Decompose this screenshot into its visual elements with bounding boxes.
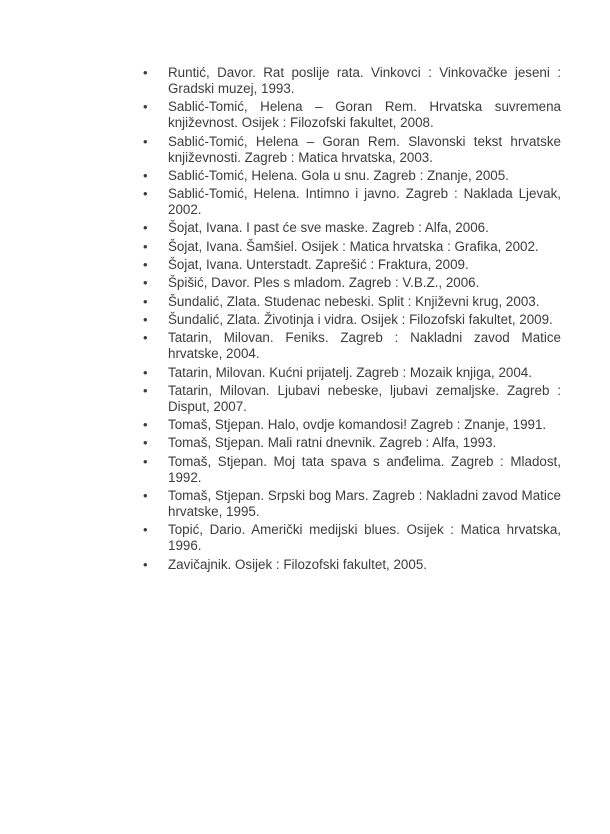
bullet-icon: • [143,556,148,572]
bibliography-entry-text: Runtić, Davor. Rat poslije rata. Vinkovci : Vinkovačke jeseni : Gradski muzej, 1993. [168,65,561,96]
bullet-icon: • [143,99,148,115]
bullet-icon: • [143,382,148,398]
bibliography-entry [143,454,561,486]
bibliography-entry [143,168,561,184]
bibliography-entry-text: Tatarin, Milovan. Ljubavi nebeske, ljubavi zemaljske. Zagreb : Disput, 2007. [168,382,561,414]
bibliography-entry [143,312,561,328]
bibliography-entry-text: Topić, Dario. Američki medijski blues. Osijek : Matica hrvatska, 1996. [168,522,561,554]
bullet-icon: • [143,330,148,346]
bibliography-entry [143,220,561,236]
bullet-icon: • [143,488,148,504]
bibliography-entry-text: Zavičajnik. Osijek : Filozofski fakultet, 2005. [168,556,427,572]
bibliography-entry [143,557,561,573]
bibliography-entry [143,365,561,381]
bullet-icon: • [143,311,148,327]
bibliography-entry [143,330,561,362]
bibliography-entry-text: Tatarin, Milovan. Kućni prijatelj. Zagreb : Mozaik knjiga, 2004. [168,364,532,380]
bullet-icon: • [143,453,148,469]
bibliography-entry-text: Sablić-Tomić, Helena. Gola u snu. Zagreb : Znanje, 2005. [168,167,509,183]
bibliography-entry-text: Šundalić, Zlata. Studenac nebeski. Split : Književni krug, 2003. [168,293,540,309]
bibliography-entry [143,257,561,273]
bibliography-entry [143,488,561,520]
bibliography-entry-text: Sablić-Tomić, Helena – Goran Rem. Slavonski tekst hrvatske književnosti. Zagreb : Matica hrvatska, 2003. [168,133,561,165]
bibliography-entry [143,134,561,166]
bibliography-entry [143,99,561,131]
bullet-icon: • [143,364,148,380]
bullet-icon: • [143,275,148,291]
bullet-icon: • [143,167,148,183]
bibliography-entry [143,275,561,291]
bibliography-entry [143,294,561,310]
bullet-icon: • [143,293,148,309]
bullet-icon: • [143,133,148,149]
bibliography-entry-text: Tomaš, Stjepan. Srpski bog Mars. Zagreb : Nakladni zavod Matice hrvatske, 1995. [168,488,561,520]
bibliography-entry [143,435,561,451]
bibliography-entry [143,522,561,554]
bibliography-entry-text: Šojat, Ivana. Šamšiel. Osijek : Matica hrvatska : Grafika, 2002. [168,238,539,254]
bullet-icon: • [143,522,148,538]
bibliography-entry [143,186,561,218]
bullet-icon: • [143,220,148,236]
bibliography-entry-text: Sablić-Tomić, Helena – Goran Rem. Hrvatska suvremena književnost. Osijek : Filozofski fakultet, 2008. [168,99,561,131]
bibliography-entry [143,417,561,433]
bibliography-entry-text: Tatarin, Milovan. Feniks. Zagreb : Nakladni zavod Matice hrvatske, 2004. [168,330,561,362]
bibliography-entry-text: Tomaš, Stjepan. Moj tata spava s anđelima. Zagreb : Mladost, 1992. [168,453,561,485]
bibliography-entry-text: Šojat, Ivana. I past će sve maske. Zagreb : Alfa, 2006. [168,220,489,236]
bullet-icon: • [143,257,148,273]
bibliography-entry-text: Tomaš, Stjepan. Halo, ovdje komandosi! Zagreb : Znanje, 1991. [168,417,547,433]
bibliography-entry [143,239,561,255]
bullet-icon: • [143,417,148,433]
bibliography-entry-text: Špišić, Davor. Ples s mladom. Zagreb : V.B.Z., 2006. [168,275,480,291]
bullet-icon: • [143,238,148,254]
bullet-icon: • [143,65,148,80]
bibliography-entry-text: Šundalić, Zlata. Životinja i vidra. Osijek : Filozofski fakultet, 2009. [168,311,553,327]
bibliography-entry [143,65,561,97]
bibliography-entry-text: Tomaš, Stjepan. Mali ratni dnevnik. Zagreb : Alfa, 1993. [168,435,497,451]
bullet-icon: • [143,435,148,451]
bibliography-entry [143,383,561,415]
bibliography-entry-text: Šojat, Ivana. Unterstadt. Zaprešić : Fraktura, 2009. [168,257,469,273]
bibliography-list [143,65,561,575]
bullet-icon: • [143,186,148,202]
bibliography-entry-text: Sablić-Tomić, Helena. Intimno i javno. Zagreb : Naklada Ljevak, 2002. [168,186,561,218]
